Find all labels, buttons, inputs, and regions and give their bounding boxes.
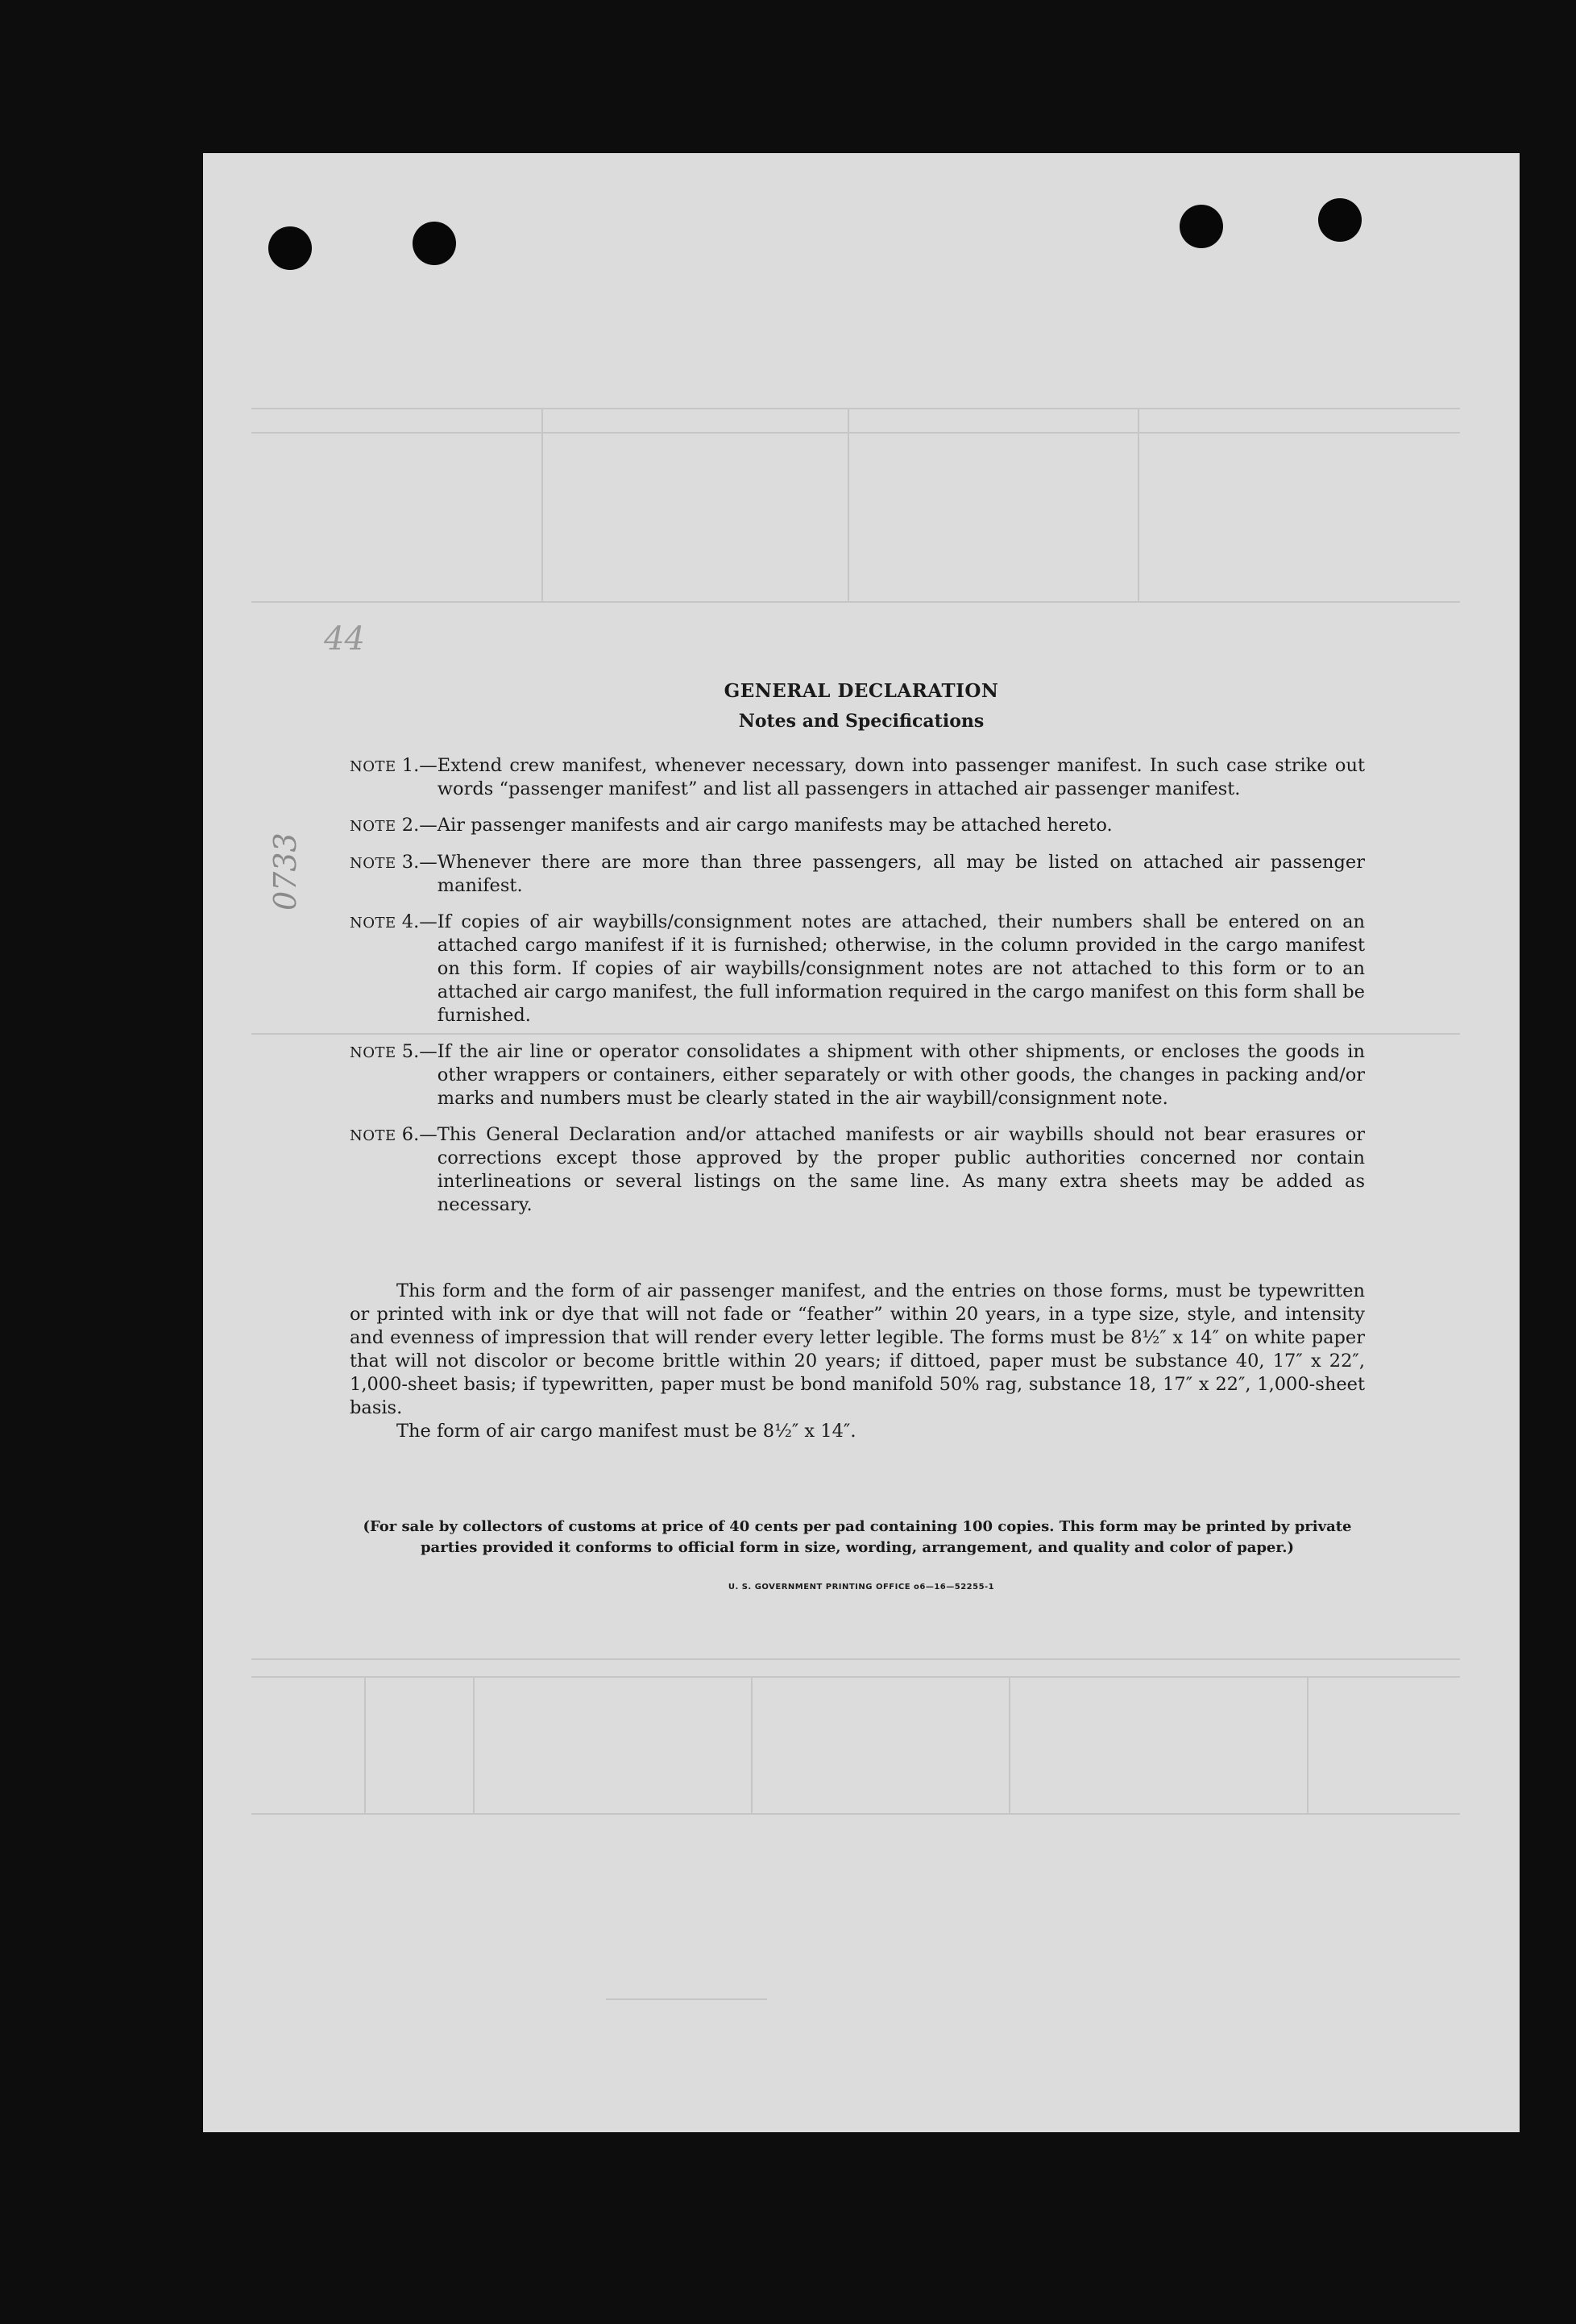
specifications [350,1280,1365,1443]
handwritten-number: 44 [324,620,365,658]
note-label: NOTE 3.— [350,852,438,873]
note-item [350,1123,1365,1217]
note-label: NOTE 1.— [350,755,438,776]
declaration-notes [203,153,1520,2132]
note-item [350,851,1365,898]
note-text: This General Declaration and/or attached manifests or air waybills should not bear erasures or corrections except those approved by the proper public authorities concerned nor contain interlineations or several listings on the same line. As many extra sheets may be added as necessary. [437,1124,1365,1215]
note-text: If copies of air waybills/consignment notes are attached, their numbers shall be entered on an attached cargo manifest if it is furnished; otherwise, in the column provided in the cargo manifest on this form. If copies of air waybills/consignment notes are not attached to this form or to an attached air cargo manifest, the full information required in the cargo manifest on this form shall be furnished. [437,911,1365,1026]
page-subtitle: Notes and Specifications [738,711,985,732]
note-text: Air passenger manifests and air cargo manifests may be attached hereto. [437,815,1113,836]
note-text: Extend crew manifest, whenever necessary, down into passenger manifest. In such case strike out words “passenger manifest” and list all passengers in attached air passenger manifest. [437,755,1365,799]
note-label: NOTE 2.— [350,815,438,836]
note-text: If the air line or operator consolidates a shipment with other shipments, or encloses the goods in other wrappers or containers, either separately or with other goods, the changes in packing and/or marks and numbers must be clearly stated in the air waybill/consignment note. [437,1041,1365,1109]
note-item [350,814,1365,838]
sale-note: (For sale by collectors of customs at price of 40 cents per pad containing 100 copies. This form may be printed by private parties provided it conforms to official form in size, wording, arrangement, and quality and color of paper.) [363,1518,1352,1556]
note-item [350,1040,1365,1110]
cargo-form-size: The form of air cargo manifest must be 8½″ x 14″. [396,1421,856,1442]
note-item [350,911,1365,1027]
note-item [350,754,1365,801]
note-label: NOTE 4.— [350,911,438,932]
handwritten-side-number: 0733 [268,832,303,911]
note-label: NOTE 5.— [350,1041,438,1062]
specification-paragraph: This form and the form of air passenger manifest, and the entries on those forms, must be typewritten or printed with ink or dye that will not fade or “feather” within 20 years, in a type size, style, and intensity and evenness of impression that will render every letter legible. The forms must be 8½″ x 14″ on white paper that will not discolor or become brittle within 20 years; if dittoed, paper must be substance 40, 17″ x 22″, 1,000-sheet basis; if typewritten, paper must be bond manifold 50% rag, substance 18, 17″ x 22″, 1,000-sheet basis. [350,1280,1365,1418]
notes-list [350,754,1365,1230]
note-label: NOTE 6.— [350,1124,438,1145]
page-title: GENERAL DECLARATION [724,680,999,702]
note-text: Whenever there are more than three passengers, all may be listed on attached air passenger manifest. [437,852,1365,896]
printing-office-line: U. S. GOVERNMENT PRINTING OFFICE o6—16—52255-1 [728,1583,995,1592]
document-page [203,153,1520,2132]
